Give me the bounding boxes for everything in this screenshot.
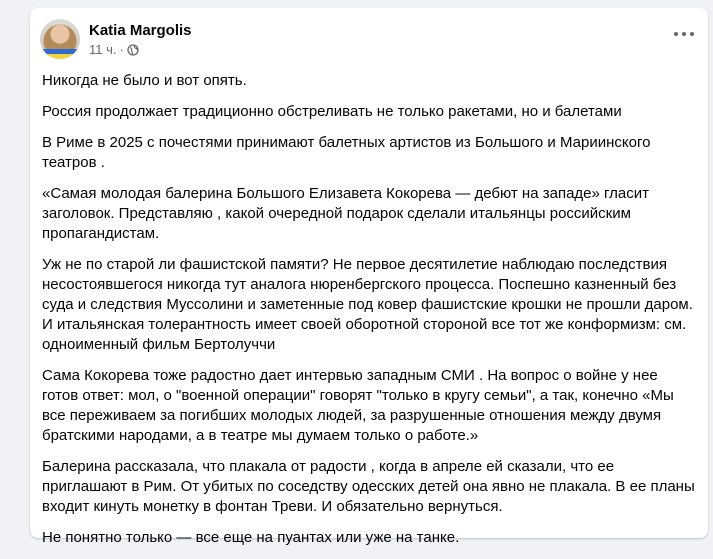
post-paragraph: «Самая молодая балерина Большого Елизавета Кокорева — дебют на западе» гласит заголовок. Представляю , какой очередной подарок сделали итальянцы российским пропагандистам.	[42, 185, 649, 242]
post-paragraph: Никогда не было и вот опять.	[42, 72, 247, 89]
avatar[interactable]	[40, 19, 80, 59]
avatar-flag-yellow	[40, 54, 80, 59]
separator-dot: ·	[119, 41, 124, 57]
post-paragraph: Уж не по старой ли фашистской памяти? Не первое десятилетие наблюдаю последствия несостоявшегося никогда тут аналога нюренбергского процесса. Поспешно казненный без суда и следствия Муссолини и заметенные под ковер фашистские крошки не прошли даром. И итальянская толерантность имеет своей оборотной стороной все тот же конформизм: см. одноименный фильм Бертолуччи	[42, 256, 693, 353]
post-subline	[89, 42, 192, 58]
post-time[interactable]: 11 ч.	[89, 41, 117, 57]
post-paragraph: В Риме в 2025 с почестями принимают балетных артистов из Большого и Мариинского театров .	[42, 134, 651, 171]
post-paragraph: Балерина рассказала, что плакала от радости , когда в апреле ей сказали, что ее приглашают в Рим. От убитых по соседству одесских детей она явно не плакала. В ее планы входит кинуть монетку в фонтан Треви. И обязательно вернуться.	[42, 458, 695, 515]
more-dot	[690, 32, 694, 36]
author-name[interactable]: Katia Margolis	[89, 21, 192, 39]
more-options-icon[interactable]	[674, 30, 694, 38]
post-body	[42, 71, 698, 559]
post-paragraph: Россия продолжает традиционно обстреливать не только ракетами, но и балетами	[42, 103, 622, 120]
post-card	[30, 8, 708, 546]
post-paragraph: Не понятно только — все еще на пуантах или уже на танке.	[42, 529, 460, 546]
globe-icon[interactable]	[127, 44, 139, 56]
more-dot	[674, 32, 678, 36]
more-dot	[682, 32, 686, 36]
post-meta	[89, 21, 192, 58]
post-header	[40, 19, 192, 59]
post-paragraph: Сама Кокорева тоже радостно дает интервью западным СМИ . На вопрос о войне у нее готов ответ: мол, о "военной операции" говорят "только в кругу семьи", а так, конечно «Мы все переживаем за погибших молодых людей, за разрушенные отношения между двумя братскими народами, а в театре мы думаем только о работе.»	[42, 367, 674, 444]
